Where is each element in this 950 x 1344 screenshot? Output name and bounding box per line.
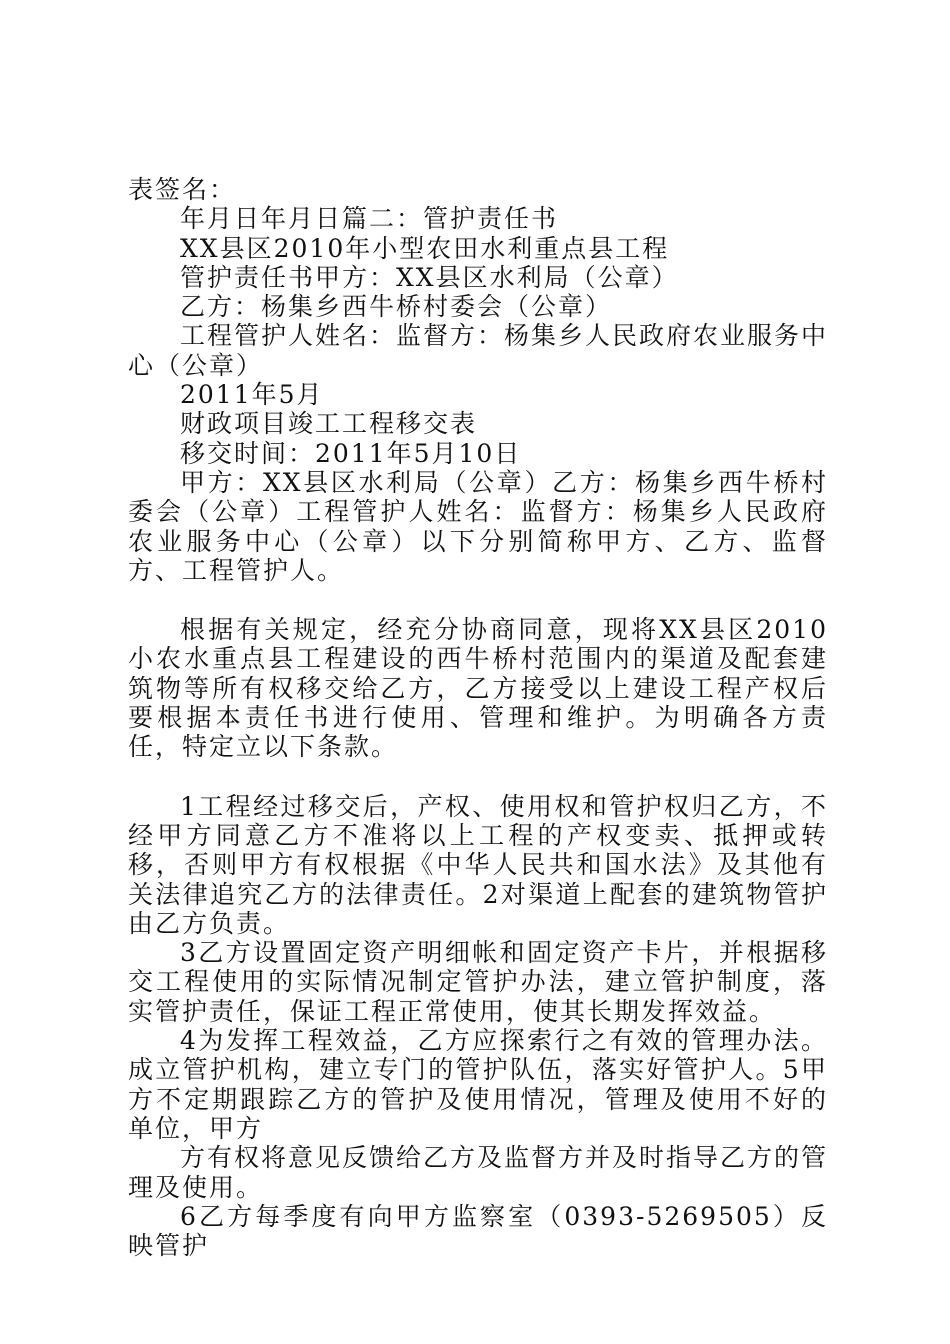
paragraph-spacer [128,762,828,792]
clause-3-paragraph: 3乙方设置固定资产明细帐和固定资产卡片，并根据移交工程使用的实际情况制定管护办法，建立管护制度，落实管护责任，保证工程正常使用，使其长期发挥效益。 [128,938,828,1026]
clause-1-paragraph: 1工程经过移交后，产权、使用权和管护权归乙方，不经甲方同意乙方不准将以上工程的产权变卖、抵押或转移，否则甲方有权根据《中华人民共和国水法》及其他有关法律追究乙方的法律责任。2对渠道上配套的建筑物管护由乙方负责。 [128,791,828,938]
party-b-line: 乙方：杨集乡西牛桥村委会（公章） [180,292,613,322]
parties-paragraph: 甲方：XX县区水利局（公章）乙方：杨集乡西牛桥村委会（公章）工程管护人姓名：监督方：杨集乡人民政府农业服务中心（公章）以下分别简称甲方、乙方、监督方、工程管护人。 [128,467,828,585]
date-line: 2011年5月 [180,380,324,410]
supervisor-paragraph: 工程管护人姓名：监督方：杨集乡人民政府农业服务中心（公章） [128,321,829,380]
basis-paragraph: 根据有关规定，经充分协商同意，现将XX县区2010小农水重点县工程建设的西牛桥村范围内的渠道及配套建筑物等所有权移交给乙方，乙方接受以上建设工程产权后要根据本责任书进行使用、管理和维护。为明确各方责任，特定立以下条款。 [128,615,828,762]
paragraph-spacer [128,585,828,615]
handover-table-title: 财政项目竣工工程移交表 [180,409,478,439]
handover-time-line: 移交时间：2011年5月10日 [180,438,522,468]
party-a-line: 管护责任书甲方：XX县区水利局（公章） [180,262,679,292]
signature-line: 表签名： [128,175,237,204]
clause-5-continuation-paragraph: 方有权将意见反馈给乙方及监督方并及时指导乙方的管理及使用。 [128,1143,829,1202]
clause-4-paragraph: 4为发挥工程效益，乙方应探索行之有效的管理办法。成立管护机构，建立专门的管护队伍，落实好管护人。5甲方不定期跟踪乙方的管护及使用情况，管理及使用不好的单位，甲方 [128,1026,828,1143]
document-body [128,175,828,1260]
date-heading-line: 年月日年月日篇二：管护责任书 [180,204,559,234]
project-title-line: XX县区2010年小型农田水利重点县工程 [180,233,670,263]
clause-6-paragraph: 6乙方每季度有向甲方监察室（0393-5269505）反映管护 [128,1201,828,1261]
